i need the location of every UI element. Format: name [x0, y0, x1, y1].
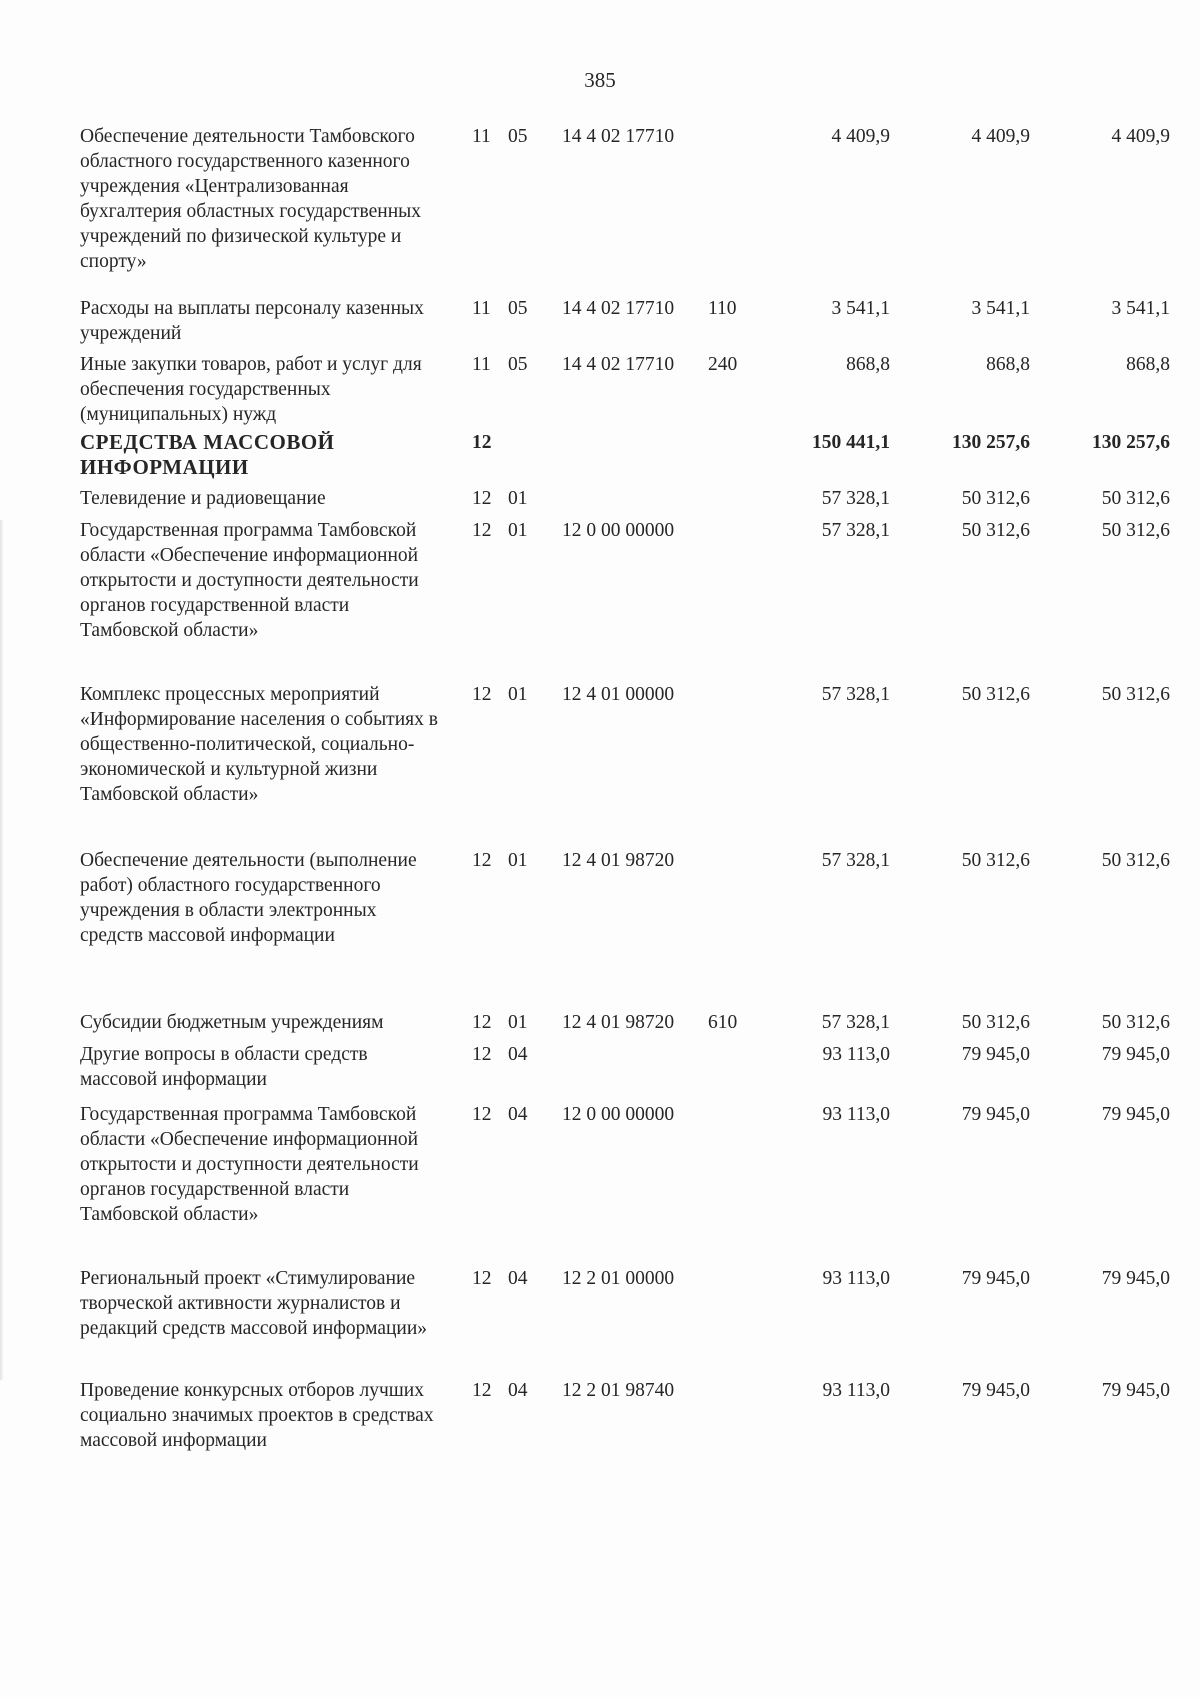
row-name: Государственная программа Тамбовской области «Обеспечение информационной открытости и доступности деятельности органов государственной власти Тамбовской области»: [80, 1104, 419, 1225]
row-name: Обеспечение деятельности (выполнение работ) областного государственного учреждения в области электронных средств массовой информации: [80, 850, 417, 946]
row-value-2: 79 945,0: [961, 1380, 1030, 1401]
row-name: Субсидии бюджетным учреждениям: [80, 1012, 384, 1033]
row-subsection: 05: [508, 354, 528, 375]
row-subsection: 04: [508, 1268, 528, 1289]
row-target-code: 12 4 01 98720: [562, 850, 675, 871]
row-value-2: 4 409,9: [971, 126, 1030, 147]
row-name: Обеспечение деятельности Тамбовского областного государственного казенного учреждения «Централизованная бухгалтерия областных государственных учреждений по физической культуре и спорту»: [80, 126, 421, 272]
row-value-3: 79 945,0: [1101, 1380, 1170, 1401]
row-section: 12: [472, 488, 492, 509]
scan-edge-shadow: [0, 520, 4, 1380]
row-value-3: 130 257,6: [1092, 432, 1170, 453]
row-value-3: 79 945,0: [1101, 1104, 1170, 1125]
row-value-3: 4 409,9: [1111, 126, 1170, 147]
row-value-3: 50 312,6: [1101, 850, 1170, 871]
row-value-1: 868,8: [846, 354, 890, 375]
row-subsection: 05: [508, 298, 528, 319]
row-value-3: 3 541,1: [1111, 298, 1170, 319]
row-value-1: 150 441,1: [812, 432, 890, 453]
row-expense-type: 610: [708, 1012, 738, 1033]
row-value-3: 50 312,6: [1101, 1012, 1170, 1033]
row-section: 12: [472, 1380, 492, 1401]
row-section: 12: [472, 520, 492, 541]
row-name: СРЕДСТВА МАССОВОЙ ИНФОРМАЦИИ: [80, 430, 335, 479]
row-subsection: 05: [508, 126, 528, 147]
row-section: 12: [472, 850, 492, 871]
row-value-3: 868,8: [1126, 354, 1170, 375]
row-name: Региональный проект «Стимулирование творческой активности журналистов и редакций средств массовой информации»: [80, 1268, 428, 1339]
row-expense-type: 110: [708, 298, 737, 319]
row-value-1: 57 328,1: [821, 488, 890, 509]
row-value-2: 3 541,1: [971, 298, 1030, 319]
row-name: Телевидение и радиовещание: [80, 488, 326, 509]
row-value-2: 50 312,6: [961, 850, 1030, 871]
row-section: 12: [472, 684, 492, 705]
row-subsection: 01: [508, 520, 528, 541]
row-value-2: 79 945,0: [961, 1044, 1030, 1065]
row-subsection: 04: [508, 1380, 528, 1401]
row-target-code: 12 2 01 98740: [562, 1380, 675, 1401]
row-name: Расходы на выплаты персоналу казенных учреждений: [80, 298, 424, 344]
row-value-1: 57 328,1: [821, 1012, 890, 1033]
row-value-2: 868,8: [986, 354, 1030, 375]
row-value-1: 93 113,0: [822, 1104, 890, 1125]
row-section: 11: [472, 354, 491, 375]
row-value-1: 57 328,1: [821, 684, 890, 705]
row-target-code: 12 2 01 00000: [562, 1268, 675, 1289]
row-target-code: 14 4 02 17710: [562, 126, 675, 147]
row-name: Государственная программа Тамбовской области «Обеспечение информационной открытости и доступности деятельности органов государственной власти Тамбовской области»: [80, 520, 419, 641]
row-section: 12: [472, 432, 492, 453]
row-value-3: 79 945,0: [1101, 1044, 1170, 1065]
row-target-code: 12 0 00 00000: [562, 520, 675, 541]
row-section: 11: [472, 126, 491, 147]
row-subsection: 04: [508, 1104, 528, 1125]
row-section: 12: [472, 1044, 492, 1065]
row-value-1: 57 328,1: [821, 520, 890, 541]
row-target-code: 12 4 01 00000: [562, 684, 675, 705]
row-value-1: 57 328,1: [821, 850, 890, 871]
row-target-code: 12 0 00 00000: [562, 1104, 675, 1125]
row-value-1: 93 113,0: [822, 1268, 890, 1289]
row-value-2: 79 945,0: [961, 1104, 1030, 1125]
row-section: 12: [472, 1268, 492, 1289]
row-name: Проведение конкурсных отборов лучших социально значимых проектов в средствах массовой информации: [80, 1380, 434, 1451]
row-expense-type: 240: [708, 354, 738, 375]
row-name: Другие вопросы в области средств массовой информации: [80, 1044, 368, 1090]
row-name: Комплекс процессных мероприятий «Информирование населения о событиях в общественно-политической, социально-экономической и культурной жизни Тамбовской области»: [80, 684, 438, 805]
row-section: 11: [472, 298, 491, 319]
row-value-3: 50 312,6: [1101, 684, 1170, 705]
row-name: Иные закупки товаров, работ и услуг для обеспечения государственных (муниципальных) нужд: [80, 354, 422, 425]
row-value-3: 79 945,0: [1101, 1268, 1170, 1289]
row-value-2: 50 312,6: [961, 520, 1030, 541]
row-value-2: 79 945,0: [961, 1268, 1030, 1289]
row-section: 12: [472, 1012, 492, 1033]
row-value-3: 50 312,6: [1101, 488, 1170, 509]
row-subsection: 01: [508, 1012, 528, 1033]
row-value-1: 3 541,1: [831, 298, 890, 319]
page-number: 385: [584, 68, 616, 92]
row-target-code: 14 4 02 17710: [562, 354, 675, 375]
row-subsection: 01: [508, 488, 528, 509]
row-value-2: 130 257,6: [952, 432, 1030, 453]
row-section: 12: [472, 1104, 492, 1125]
row-value-1: 4 409,9: [831, 126, 890, 147]
row-target-code: 12 4 01 98720: [562, 1012, 675, 1033]
row-value-1: 93 113,0: [822, 1380, 890, 1401]
row-value-2: 50 312,6: [961, 488, 1030, 509]
row-value-1: 93 113,0: [822, 1044, 890, 1065]
row-subsection: 04: [508, 1044, 528, 1065]
row-target-code: 14 4 02 17710: [562, 298, 675, 319]
row-value-3: 50 312,6: [1101, 520, 1170, 541]
row-value-2: 50 312,6: [961, 684, 1030, 705]
row-subsection: 01: [508, 850, 528, 871]
row-subsection: 01: [508, 684, 528, 705]
row-value-2: 50 312,6: [961, 1012, 1030, 1033]
